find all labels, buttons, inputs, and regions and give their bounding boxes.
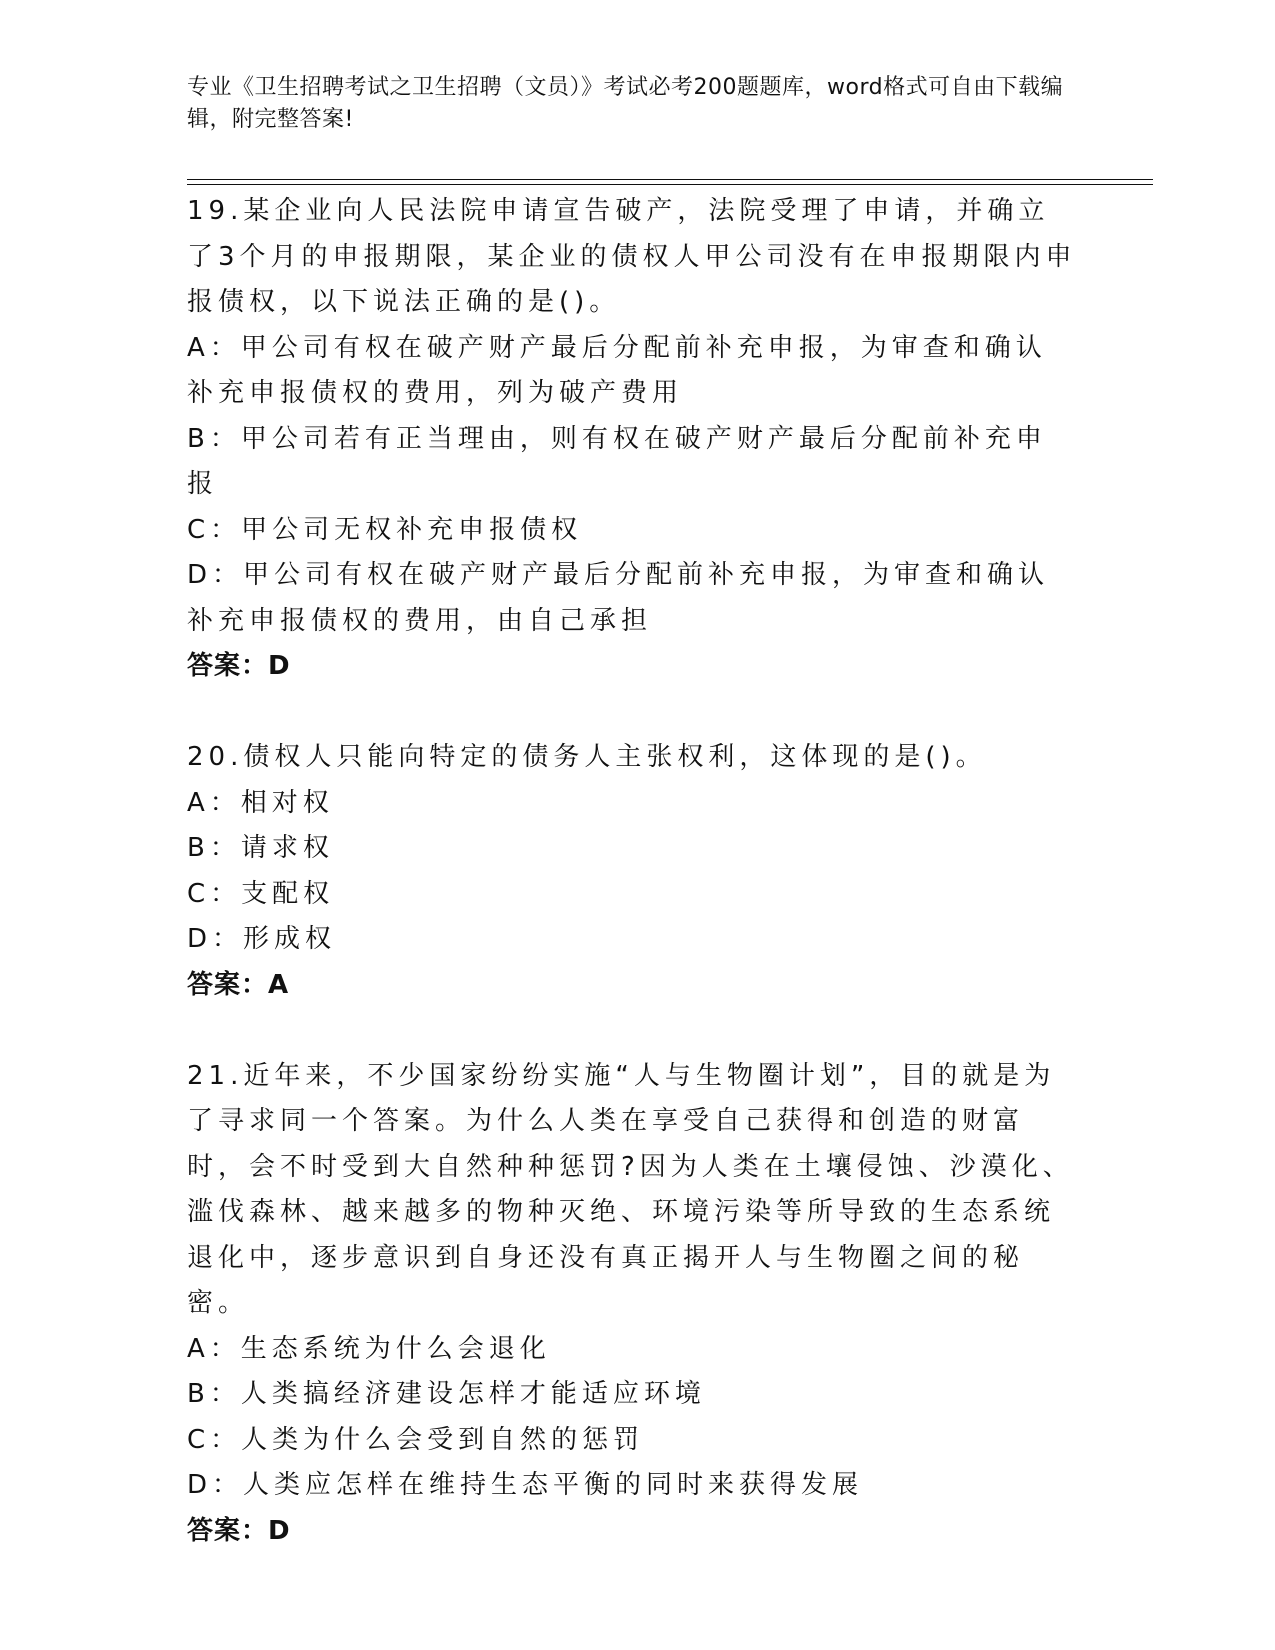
question-stem: 19.某企业向人民法院申请宣告破产，法院受理了申请，并确立了3个月的申报期限，某企业的债权人甲公司没有在申报期限内申报债权，以下说法正确的是()。 [187,196,1077,317]
question-20 [187,735,1077,1008]
question-list [187,189,1077,1600]
answer-label: 答案：D [187,1515,291,1546]
option-d: D：甲公司有权在破产财产最后分配前补充申报，为审查和确认补充申报债权的费用，由自己承担 [187,560,1050,636]
document-header: 专业《卫生招聘考试之卫生招聘（文员）》考试必考200题题库，word格式可自由下载编辑，附完整答案! [187,75,1064,132]
header-divider-top [187,179,1153,180]
option-b: B：请求权 [187,833,334,863]
option-a: A：相对权 [187,787,334,818]
question-stem: 21.近年来，不少国家纷纷实施“人与生物圈计划”，目的就是为了寻求同一个答案。为什么人类在享受自己获得和创造的财富时，会不时受到大自然种种惩罚?因为人类在土壤侵蚀、沙漠化、滥伐森林、越来越多的物种灭绝、环境污染等所导致的生态系统退化中，逐步意识到自身还没有真正揭开人与生物圈之间的秘密。 [187,1060,1074,1318]
option-b: B：甲公司若有正当理由，则有权在破产财产最后分配前补充申报 [187,423,1047,499]
question-stem: 20.债权人只能向特定的债务人主张权利，这体现的是()。 [187,742,987,772]
answer-label: 答案：A [187,969,290,1000]
question-21 [187,1054,1077,1555]
option-a: A：甲公司有权在破产财产最后分配前补充申报，为审查和确认补充申报债权的费用，列为破产费用 [187,332,1047,408]
option-b: B：人类搞经济建设怎样才能适应环境 [187,1379,706,1409]
answer-label: 答案：D [187,651,291,681]
header-divider-bottom [187,184,1153,185]
question-19 [187,189,1077,690]
option-a: A：生态系统为什么会退化 [187,1333,551,1364]
option-d: D：人类应怎样在维持生态平衡的同时来获得发展 [187,1470,864,1500]
option-c: C：支配权 [187,878,335,909]
option-c: C：人类为什么会受到自然的惩罚 [187,1424,645,1455]
option-d: D：形成权 [187,924,337,954]
option-c: C：甲公司无权补充申报债权 [187,514,583,545]
